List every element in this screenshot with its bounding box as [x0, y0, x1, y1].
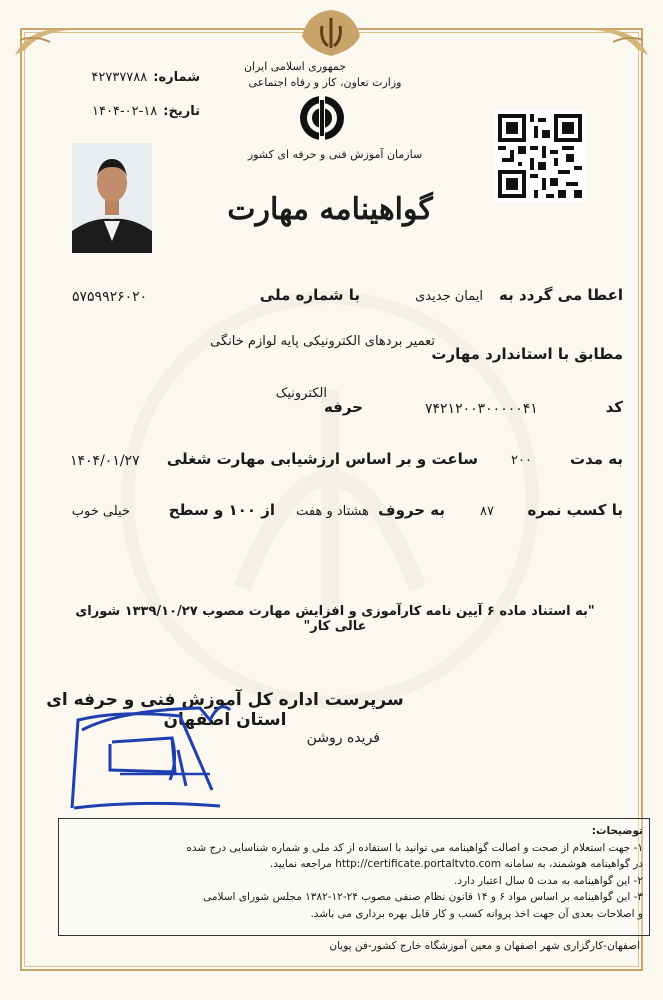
org-name: سازمان آموزش فنی و حرفه ای کشور [247, 148, 423, 161]
words-label: به حروف [378, 501, 445, 519]
signatory-name: فریده روشن [306, 730, 380, 746]
note-line-1: ۱- جهت استعلام از صحت و اصالت گواهینامه می توانید با استفاده از کد ملی و شماره شناسایی درج شده [186, 841, 643, 854]
score-value: ۸۷ [480, 504, 494, 519]
issue-date: ۱۴۰۴-۰۲-۱۸ [92, 104, 158, 119]
words-value: هشتاد و هفت [296, 504, 369, 519]
evaluation-date: ۱۴۰۴/۰۱/۲۷ [70, 453, 140, 469]
notes-heading: توضیحات: [591, 825, 643, 837]
number-label: شماره: [153, 70, 200, 85]
qr-code-icon [494, 110, 586, 202]
standard-label: مطابق با استاندارد مهارت [431, 345, 623, 363]
duration-label: به مدت [570, 450, 623, 468]
signatory-title: سرپرست اداره کل آموزش فنی و حرفه ای استان اصفهان [46, 690, 404, 730]
corner-ornament-right-icon [583, 20, 653, 60]
holder-photo [72, 143, 152, 253]
iran-emblem-icon [298, 6, 364, 60]
certificate-number: ۴۲۷۳۷۷۸۸ [91, 70, 148, 85]
hours-text: ساعت و بر اساس ارزشیابی مهارت شغلی [166, 450, 478, 468]
trade-value: الکترونیک [275, 386, 327, 401]
of-100-label: از ۱۰۰ و سطح [168, 501, 275, 519]
code-value: ۷۴۲۱۲۰۰۳۰۰۰۰۰۴۱ [425, 401, 538, 417]
holder-name: ایمان جدیدی [415, 289, 483, 304]
notes-box [58, 818, 650, 936]
legal-reference: "به استناد ماده ۶ آیین نامه کارآموزی و افزایش مهارت مصوب ۱۳۳۹/۱۰/۲۷ شورای عالی کار" [75, 604, 595, 634]
note-line-2: در گواهینامه هوشمند، به سامانه http://certificate.portaltvto.com مراجعه نمایید. [269, 858, 643, 870]
note-line-4: ۳- این گواهینامه بر اساس مواد ۶ و ۱۴ قانون نظام صنفی مصوب ۲۴-۱۲-۱۳۸۲ مجلس شورای اسلامی [203, 891, 643, 903]
note-line-5: و اصلاحات بعدی آن جهت اخذ پروانه کسب و کار قابل بهره برداری می باشد. [310, 907, 643, 920]
duration-value: ۲۰۰ [511, 453, 532, 468]
handwritten-signature [60, 690, 260, 820]
tvto-logo-icon [298, 94, 346, 142]
national-id: ۵۷۵۹۹۲۶۰۲۰ [72, 289, 148, 305]
note-line-3: ۲- این گواهینامه به مدت ۵ سال اعتبار دارد. [454, 874, 643, 887]
code-label: کد [605, 398, 623, 416]
corner-ornament-left-icon [10, 20, 80, 60]
level-value: خیلی خوب [71, 504, 130, 519]
standard-value: تعمیر بردهای الکترونیکی پایه لوازم خانگی [210, 334, 435, 349]
national-id-label: با شماره ملی [259, 286, 360, 304]
issuer-footer: اصفهان-کارگزاری شهر اصفهان و معین آموزشگاه خارج کشور-فن پویان [329, 940, 640, 952]
score-label: با کسب نمره [527, 501, 623, 519]
granted-label: اعطا می گردد به [499, 286, 623, 304]
republic-name: جمهوری اسلامی ایران [243, 60, 347, 73]
trade-label: حرفه [323, 398, 363, 416]
date-label: تاریخ: [163, 104, 200, 119]
certificate-title: گواهینامه مهارت [227, 192, 433, 227]
ministry-name: وزارت تعاون، کار و رفاه اجتماعی [248, 76, 402, 89]
